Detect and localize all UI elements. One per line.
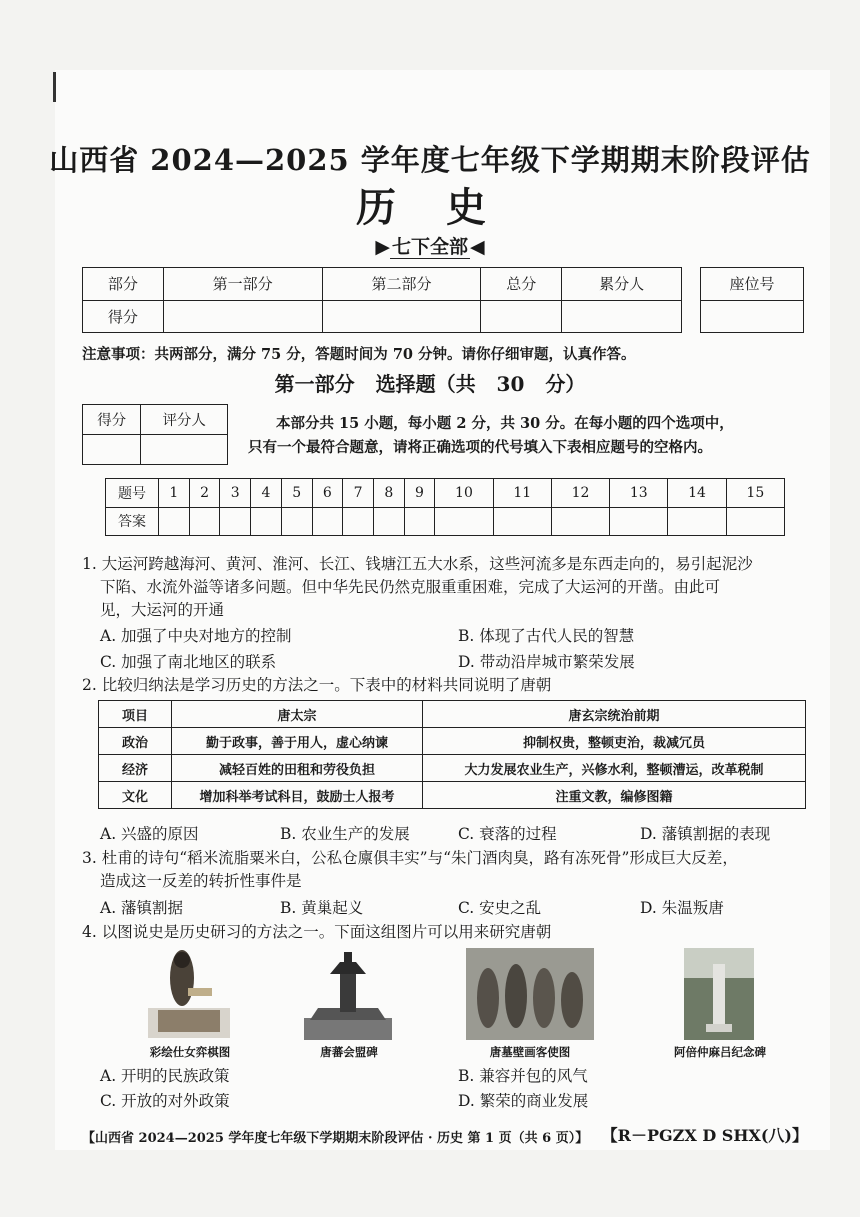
- option-b[interactable]: B. 体现了古代人民的智慧: [458, 627, 635, 645]
- seat-table: [700, 267, 804, 333]
- question-number-cell: 8: [373, 479, 404, 508]
- option-b[interactable]: B. 农业生产的发展: [280, 825, 410, 843]
- option-d[interactable]: D. 繁荣的商业发展: [458, 1092, 589, 1110]
- option-a[interactable]: A. 兴盛的原因: [100, 825, 199, 843]
- score-header-cell: 总分: [481, 268, 562, 301]
- intro-line: 只有一个最符合题意，请将正确选项的代号填入下表相应题号的空格内。: [248, 439, 712, 456]
- answer-input-cell[interactable]: [493, 507, 551, 536]
- option-a[interactable]: A. 藩镇割据: [100, 899, 184, 917]
- score-table: [82, 267, 682, 333]
- question-number-cell: 4: [251, 479, 282, 508]
- answer-input-cell[interactable]: [281, 507, 312, 536]
- grader-input-cell[interactable]: [141, 435, 228, 465]
- part1-intro: [248, 412, 808, 460]
- table-cell: 勤于政事，善于用人，虚心纳谏: [172, 728, 423, 755]
- image-caption: 彩绘仕女弈棋图: [149, 1045, 231, 1059]
- question-line: 见，大运河的开通: [100, 601, 225, 619]
- table-cell: 大力发展农业生产，兴修水利，整顿漕运，改革税制: [423, 755, 806, 782]
- table-cell: 经济: [99, 755, 172, 782]
- question-number-cell: 1: [159, 479, 190, 508]
- table-cell: 减轻百姓的田租和劳役负担: [172, 755, 423, 782]
- table-cell: 增加科举考试科目，鼓励士人报考: [172, 782, 423, 809]
- question-number-cell: 2: [189, 479, 220, 508]
- score-header-cell: 累分人: [562, 268, 682, 301]
- answer-input-cell[interactable]: [668, 507, 726, 536]
- question-3-stem: [82, 847, 812, 893]
- notice-text: 注意事项：共两部分，满分 75 分，答题时间为 70 分钟。请你仔细审题，认真作答。: [82, 346, 636, 363]
- question-number-cell: 12: [551, 479, 609, 508]
- answer-table: [105, 478, 785, 536]
- score-input-cell[interactable]: [481, 300, 562, 333]
- table-header-cell: 项目: [99, 701, 172, 728]
- image-caption: 唐蕃会盟碑: [320, 1045, 378, 1059]
- question-number-cell: 3: [220, 479, 251, 508]
- option-a[interactable]: A. 加强了中央对地方的控制: [100, 627, 292, 645]
- question-4-stem: 4. 以图说史是历史研习的方法之一。下面这组图片可以用来研究唐朝: [82, 923, 552, 941]
- answer-input-cell[interactable]: [159, 507, 190, 536]
- monument-image: [684, 948, 754, 1040]
- answer-row-label: 题号: [106, 479, 159, 508]
- image-caption: 唐墓壁画客使图: [489, 1045, 571, 1059]
- answer-input-cell[interactable]: [189, 507, 220, 536]
- seat-label: 座位号: [701, 268, 804, 301]
- image-caption: 阿倍仲麻吕纪念碑: [674, 1045, 766, 1059]
- answer-input-cell[interactable]: [726, 507, 784, 536]
- footer-text: 【山西省 2024—2025 学年度七年级下学期期末阶段评估 · 历史 第 1 页（共 6 页）】: [82, 1131, 589, 1146]
- footer-code: 【R－PGZX D SHX(八)】: [601, 1126, 808, 1145]
- question-number-cell: 13: [610, 479, 668, 508]
- score-row-label: 得分: [83, 300, 164, 333]
- question-line: 3. 杜甫的诗句“稻米流脂粟米白，公私仓廪俱丰实”与“朱门酒肉臭，路有冻死骨”形成巨大反差，: [82, 849, 738, 867]
- answer-row-label: 答案: [106, 507, 159, 536]
- score-input-cell[interactable]: [562, 300, 682, 333]
- answer-input-cell[interactable]: [220, 507, 251, 536]
- table-cell: 政治: [99, 728, 172, 755]
- part1-title: 第一部分 选择题（共 30 分）: [274, 372, 586, 396]
- question-number-cell: 10: [435, 479, 493, 508]
- comparison-table: [98, 700, 806, 809]
- exam-title: 山西省 2024—2025 学年度七年级下学期期末阶段评估: [49, 143, 811, 177]
- answer-input-cell[interactable]: [435, 507, 493, 536]
- grader-label: 评分人: [141, 405, 228, 435]
- triangle-right-icon: ▶: [375, 236, 390, 258]
- question-number-cell: 11: [493, 479, 551, 508]
- question-line: 造成这一反差的转折性事件是: [100, 872, 302, 890]
- option-c[interactable]: C. 衰落的过程: [458, 825, 557, 843]
- option-c[interactable]: C. 开放的对外政策: [100, 1092, 230, 1110]
- option-b[interactable]: B. 兼容并包的风气: [458, 1067, 588, 1085]
- table-cell: 抑制权贵，整顿吏治，裁减冗员: [423, 728, 806, 755]
- option-d[interactable]: D. 带动沿岸城市繁荣发展: [458, 653, 635, 671]
- answer-input-cell[interactable]: [373, 507, 404, 536]
- question-number-cell: 15: [726, 479, 784, 508]
- triangle-left-icon: ◀: [470, 236, 485, 258]
- question-line: 1. 大运河跨越海河、黄河、淮河、长江、钱塘江五大水系，这些河流多是东西走向的，易引起泥沙: [82, 555, 753, 573]
- option-d[interactable]: D. 朱温叛唐: [640, 899, 724, 917]
- option-c[interactable]: C. 加强了南北地区的联系: [100, 653, 277, 671]
- table-cell: 注重文教，编修图籍: [423, 782, 806, 809]
- question-line: 下陷、水流外溢等诸多问题。但中华先民仍然克服重重困难，完成了大运河的开凿。由此可: [100, 578, 721, 596]
- option-a[interactable]: A. 开明的民族政策: [100, 1067, 230, 1085]
- score-input-cell[interactable]: [163, 300, 322, 333]
- scope-banner: [0, 232, 860, 259]
- question-number-cell: 7: [343, 479, 374, 508]
- option-d[interactable]: D. 藩镇割据的表现: [640, 825, 771, 843]
- question-2-stem: 2. 比较归纳法是学习历史的方法之一。下表中的材料共同说明了唐朝: [82, 676, 552, 694]
- edge-mark: [53, 72, 56, 102]
- stele-image: [304, 948, 392, 1040]
- score-header-cell: 第一部分: [163, 268, 322, 301]
- score-input-cell[interactable]: [322, 300, 481, 333]
- question-number-cell: 14: [668, 479, 726, 508]
- question-number-cell: 9: [404, 479, 435, 508]
- question-number-cell: 5: [281, 479, 312, 508]
- mural-image: [466, 948, 594, 1040]
- seat-input-cell[interactable]: [701, 300, 804, 333]
- table-header-cell: 唐玄宗统治前期: [423, 701, 806, 728]
- answer-input-cell[interactable]: [343, 507, 374, 536]
- option-b[interactable]: B. 黄巢起义: [280, 899, 364, 917]
- question-number-cell: 6: [312, 479, 343, 508]
- answer-input-cell[interactable]: [551, 507, 609, 536]
- grader-input-cell[interactable]: [83, 435, 141, 465]
- scope-text: 七下全部: [391, 236, 468, 258]
- option-c[interactable]: C. 安史之乱: [458, 899, 542, 917]
- subject-title: 历 史: [356, 184, 504, 231]
- answer-input-cell[interactable]: [610, 507, 668, 536]
- score-header-cell: 第二部分: [322, 268, 481, 301]
- grader-label: 得分: [83, 405, 141, 435]
- answer-input-cell[interactable]: [312, 507, 343, 536]
- painting-image: [148, 948, 230, 1040]
- answer-input-cell[interactable]: [404, 507, 435, 536]
- grader-table: [82, 404, 228, 465]
- score-header-cell: 部分: [83, 268, 164, 301]
- intro-line: 本部分共 15 小题，每小题 2 分，共 30 分。在每小题的四个选项中，: [276, 415, 734, 432]
- question-1-stem: [82, 553, 812, 622]
- table-header-cell: 唐太宗: [172, 701, 423, 728]
- table-cell: 文化: [99, 782, 172, 809]
- answer-input-cell[interactable]: [251, 507, 282, 536]
